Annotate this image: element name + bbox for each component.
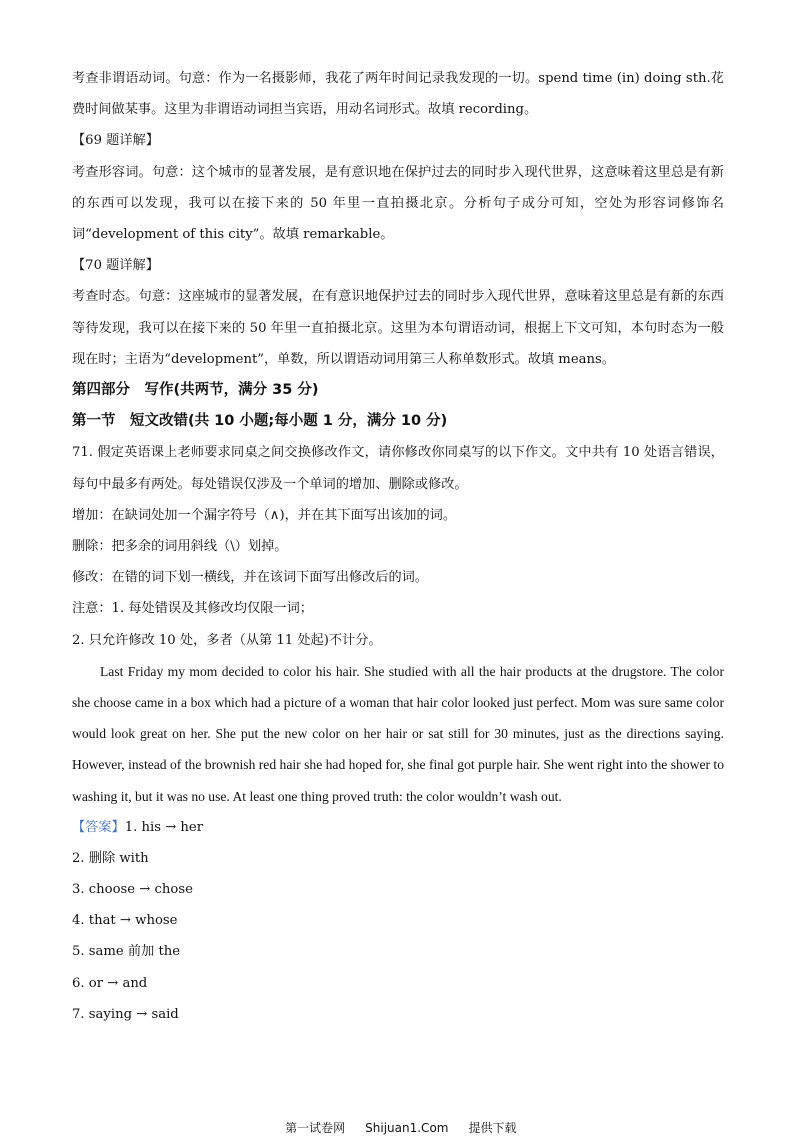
answer-label: 【答案】 bbox=[72, 819, 125, 835]
answer-item: 4. that → whose bbox=[72, 913, 178, 929]
q70-header: 【70 题详解】 bbox=[72, 258, 159, 274]
answer-item: 6. or → and bbox=[72, 975, 148, 991]
page-footer bbox=[0, 1105, 794, 1136]
rule-delete: 删除：把多余的词用斜线（\）划掉。 bbox=[72, 538, 288, 554]
note-2: 2. 只允许修改 10 处，多者（从第 11 处起)不计分。 bbox=[72, 632, 382, 648]
section1-title: 第一节 短文改错(共 10 小题;每小题 1 分，满分 10 分) bbox=[72, 413, 448, 430]
answer-item: 2. 删除 with bbox=[72, 850, 149, 866]
document-body bbox=[72, 63, 724, 1030]
note-1: 注意：1. 每处错误及其修改均仅限一词； bbox=[72, 601, 313, 617]
footer-site-name: 第一试卷网 bbox=[285, 1121, 346, 1135]
q69-header: 【69 题详解】 bbox=[72, 133, 159, 149]
footer-site-url[interactable]: Shijuan1.Com bbox=[365, 1121, 449, 1135]
rule-modify: 修改：在错的词下划一横线，并在该词下面写出修改后的词。 bbox=[72, 570, 429, 586]
answer-item: 3. choose → chose bbox=[72, 882, 193, 898]
answer-item: 7. saying → said bbox=[72, 1006, 179, 1022]
explanation-70: 考查时态。句意：这座城市的显著发展，在有意识地保护过去的同时步入现代世界，意味着这里总是有新的东西等待发现，我可以在接下来的 50 年里一直拍摄北京。这里为本句谓语动词，根据上下文可知，本句时态为一般现在时；主语为“development”，单数，所以谓语动词用第三人称单数形式。故填 means。 bbox=[72, 289, 724, 367]
rule-add: 增加：在缺词处加一个漏字符号（∧)，并在其下面写出该加的词。 bbox=[72, 507, 457, 523]
q71-instructions: 71. 假定英语课上老师要求同桌之间交换修改作文，请你修改你同桌写的以下作文。文中共有 10 处语言错误，每句中最多有两处。每处错误仅涉及一个单词的增加、删除或修改。 bbox=[72, 445, 724, 492]
answer-line-1 bbox=[72, 812, 724, 843]
answer-item: 5. same 前加 the bbox=[72, 944, 181, 960]
explanation-68: 考查非谓语动词。句意：作为一名摄影师，我花了两年时间记录我发现的一切。spend time (in) doing sth.花费时间做某事。这里为非谓语动词担当宾语，用动名词形式。故填 recording。 bbox=[72, 71, 724, 118]
answer-item: 1. his → her bbox=[124, 819, 204, 835]
footer-download: 提供下载 bbox=[468, 1121, 517, 1135]
explanation-69: 考查形容词。句意：这个城市的显著发展，是有意识地在保护过去的同时步入现代世界，这意味着这里总是有新的东西可以发现，我可以在接下来的 50 年里一直拍摄北京。分析句子成分可知，空处为形容词修饰名词“development of this city”。故填 remarkable。 bbox=[72, 164, 724, 242]
error-correction-passage: Last Friday my mom decided to color his hair. She studied with all the hair products at the drugstore. The color she choose came in a box which had a picture of a woman that hair color looked just perfect. Mom was sure same color would look great on her. She put the new color on her hair or sat still for 30 minutes, just as the directions saying. However, instead of the brownish red hair she had hoped for, she final got purple hair. She went right into the shower to washing it, but it was no use. At least one thing proved truth: the color wouldn’t wash out. bbox=[72, 663, 724, 804]
part4-title: 第四部分 写作(共两节，满分 35 分) bbox=[72, 382, 319, 398]
